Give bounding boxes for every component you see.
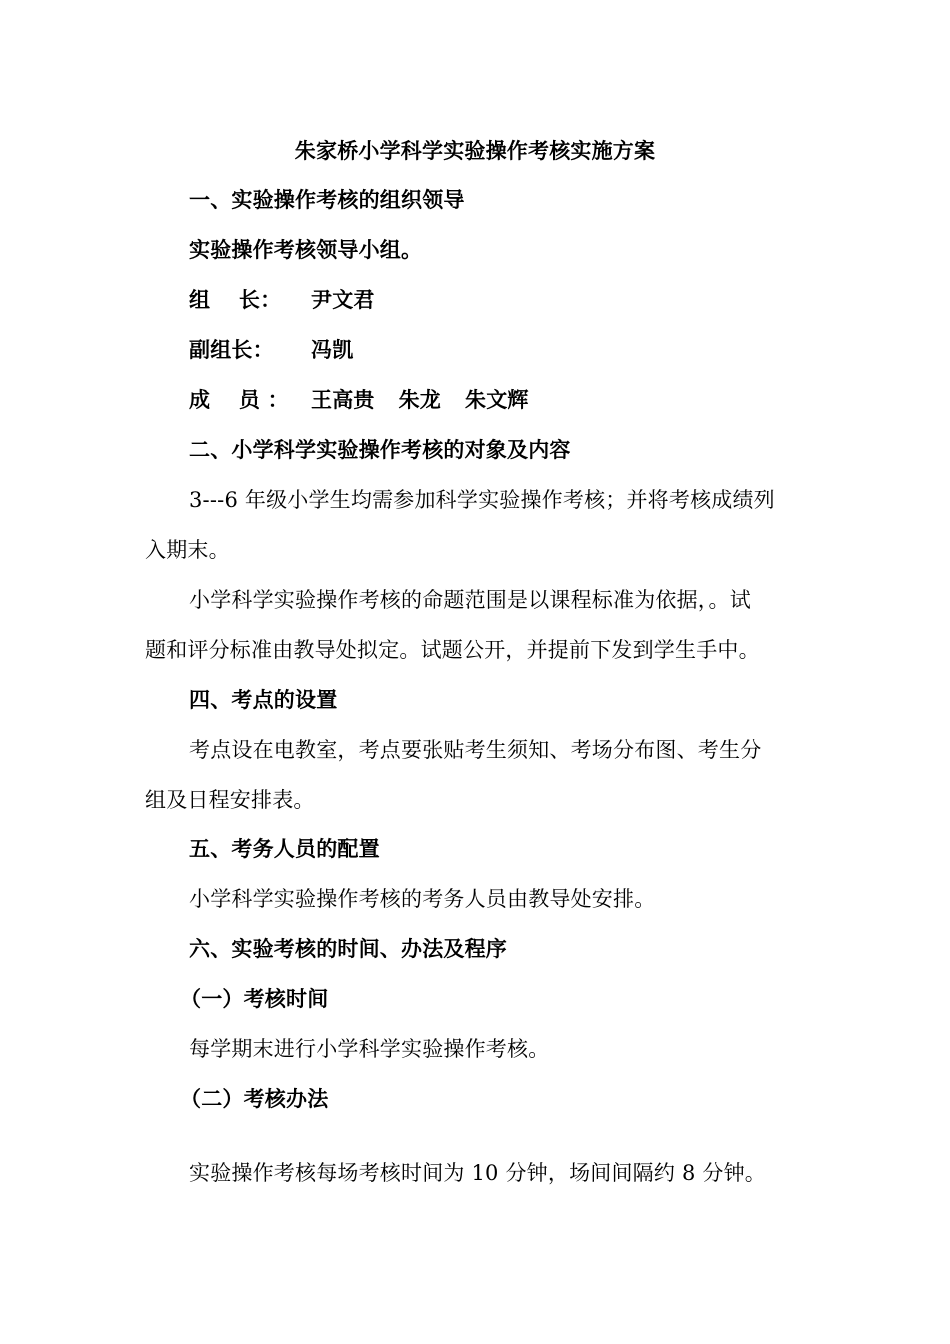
role-label: 副组长： (189, 337, 274, 362)
role-label: 成 员 ： (189, 387, 289, 412)
section4-para-line1: 考点设在电教室，考点要张贴考生须知、考场分布图、考生分 (189, 738, 762, 762)
document-title: 朱家桥小学科学实验操作考核实施方案 (294, 138, 656, 163)
section2-para1-line2: 入期末。 (145, 538, 230, 562)
section2-para1-line1: 3---6 年级小学生均需参加科学实验操作考核；并将考核成绩列 (189, 488, 775, 512)
section5-para: 小学科学实验操作考核的考务人员由教导处安排。 (189, 887, 656, 911)
member-name: 王高贵 (311, 387, 375, 412)
member-name: 朱龙 (398, 387, 442, 412)
section6-sub2-heading: （二）考核办法 (180, 1086, 329, 1111)
section4-para-line2: 组及日程安排表。 (145, 788, 315, 812)
role-value: 尹文君 (311, 287, 375, 312)
role-label: 组 长： (189, 287, 282, 312)
section1-subheading: 实验操作考核领导小组。 (189, 237, 423, 262)
member-name: 朱文辉 (465, 387, 529, 412)
section6-sub2-para: 实验操作考核每场考核时间为 10 分钟，场间间隔约 8 分钟。 (189, 1161, 766, 1185)
section6-sub1-para: 每学期末进行小学科学实验操作考核。 (189, 1037, 550, 1061)
section5-heading: 五、考务人员的配置 (189, 836, 380, 861)
section2-para2-line2: 题和评分标准由教导处拟定。试题公开，并提前下发到学生手中。 (145, 638, 760, 662)
section2-para2-line1: 小学科学实验操作考核的命题范围是以课程标准为依据，。试 (189, 588, 751, 612)
section6-heading: 六、实验考核的时间、办法及程序 (189, 936, 507, 961)
section2-heading: 二、小学科学实验操作考核的对象及内容 (189, 437, 571, 462)
member-names (311, 385, 553, 415)
section1-heading: 一、实验操作考核的组织领导 (189, 187, 465, 212)
section4-heading: 四、考点的设置 (189, 687, 338, 712)
role-value: 冯凯 (311, 337, 354, 362)
section6-sub1-heading: （一）考核时间 (180, 986, 329, 1011)
